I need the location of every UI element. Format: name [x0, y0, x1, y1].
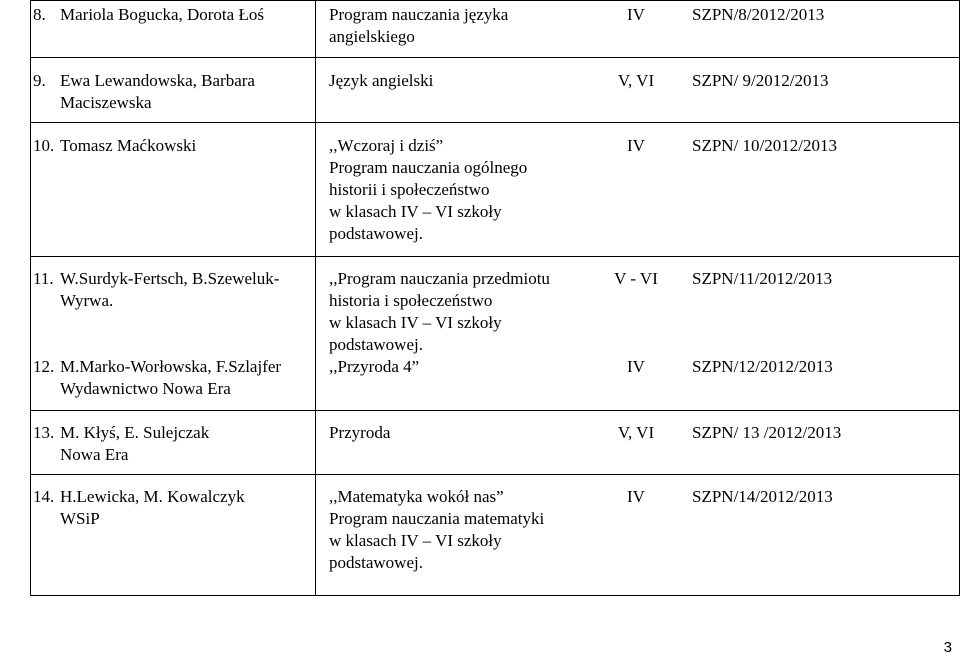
- table-border-top: [30, 0, 960, 1]
- row-divider: [30, 256, 960, 257]
- author-line: M.Marko-Worłowska, F.Szlajfer: [60, 357, 282, 376]
- table-border-left: [30, 0, 31, 596]
- program-code: SZPN/11/2012/2013: [692, 269, 833, 288]
- program-code: SZPN/ 9/2012/2013: [692, 71, 829, 90]
- class-range: IV: [627, 357, 645, 376]
- program-code: SZPN/12/2012/2013: [692, 357, 833, 376]
- author-line: H.Lewicka, M. Kowalczyk: [60, 487, 245, 506]
- row-number: 9.: [33, 71, 46, 90]
- program-title-line: historii i społeczeństwo: [329, 180, 490, 199]
- program-code: SZPN/ 13 /2012/2013: [692, 423, 842, 442]
- program-title-line: Program nauczania ogólnego: [329, 158, 528, 177]
- program-title-line: w klasach IV – VI szkoły: [329, 313, 502, 332]
- class-range: V, VI: [617, 423, 655, 442]
- class-range: V, VI: [617, 71, 655, 90]
- program-title-line: ,,Wczoraj i dziś”: [329, 136, 444, 155]
- program-code: SZPN/14/2012/2013: [692, 487, 833, 506]
- page-number: 3: [943, 639, 952, 656]
- author-line: Maciszewska: [60, 93, 152, 112]
- row-number: 13.: [33, 423, 55, 442]
- row-number: 10.: [33, 136, 55, 155]
- program-code: SZPN/8/2012/2013: [692, 5, 825, 24]
- program-title-line: angielskiego: [329, 27, 415, 46]
- author-line: W.Surdyk-Fertsch, B.Szeweluk-: [60, 269, 280, 288]
- program-title-line: podstawowej.: [329, 224, 423, 243]
- column-divider: [315, 0, 316, 596]
- program-title-line: ,,Przyroda 4”: [329, 357, 420, 376]
- author-line: M. Kłyś, E. Sulejczak: [60, 423, 210, 442]
- class-range: V - VI: [614, 269, 658, 288]
- class-range: IV: [627, 487, 645, 506]
- row-number: 11.: [33, 269, 54, 288]
- program-title-line: w klasach IV – VI szkoły: [329, 202, 502, 221]
- author-line: Tomasz Maćkowski: [60, 136, 197, 155]
- class-range: IV: [627, 136, 645, 155]
- row-divider: [30, 57, 960, 58]
- program-title-line: podstawowej.: [329, 553, 423, 572]
- program-title-line: ,,Matematyka wokół nas”: [329, 487, 504, 506]
- row-divider: [30, 474, 960, 475]
- row-divider: [30, 122, 960, 123]
- program-code: SZPN/ 10/2012/2013: [692, 136, 837, 155]
- program-title-line: podstawowej.: [329, 335, 423, 354]
- author-line: Wydawnictwo Nowa Era: [60, 379, 231, 398]
- author-line: WSiP: [60, 509, 100, 528]
- table-border-bottom: [30, 595, 960, 596]
- author-line: Ewa Lewandowska, Barbara: [60, 71, 255, 90]
- row-number: 12.: [33, 357, 55, 376]
- program-title-line: ,,Program nauczania przedmiotu: [329, 269, 550, 288]
- row-number: 8.: [33, 5, 46, 24]
- author-line: Wyrwa.: [60, 291, 114, 310]
- program-title-line: historia i społeczeństwo: [329, 291, 493, 310]
- program-title-line: Program nauczania matematyki: [329, 509, 545, 528]
- program-title-line: Język angielski: [329, 71, 434, 90]
- row-number: 14.: [33, 487, 55, 506]
- author-line: Nowa Era: [60, 445, 129, 464]
- program-title-line: Przyroda: [329, 423, 391, 442]
- author-line: Mariola Bogucka, Dorota Łoś: [60, 5, 264, 24]
- program-title-line: Program nauczania języka: [329, 5, 509, 24]
- row-divider: [30, 410, 960, 411]
- class-range: IV: [627, 5, 645, 24]
- program-title-line: w klasach IV – VI szkoły: [329, 531, 502, 550]
